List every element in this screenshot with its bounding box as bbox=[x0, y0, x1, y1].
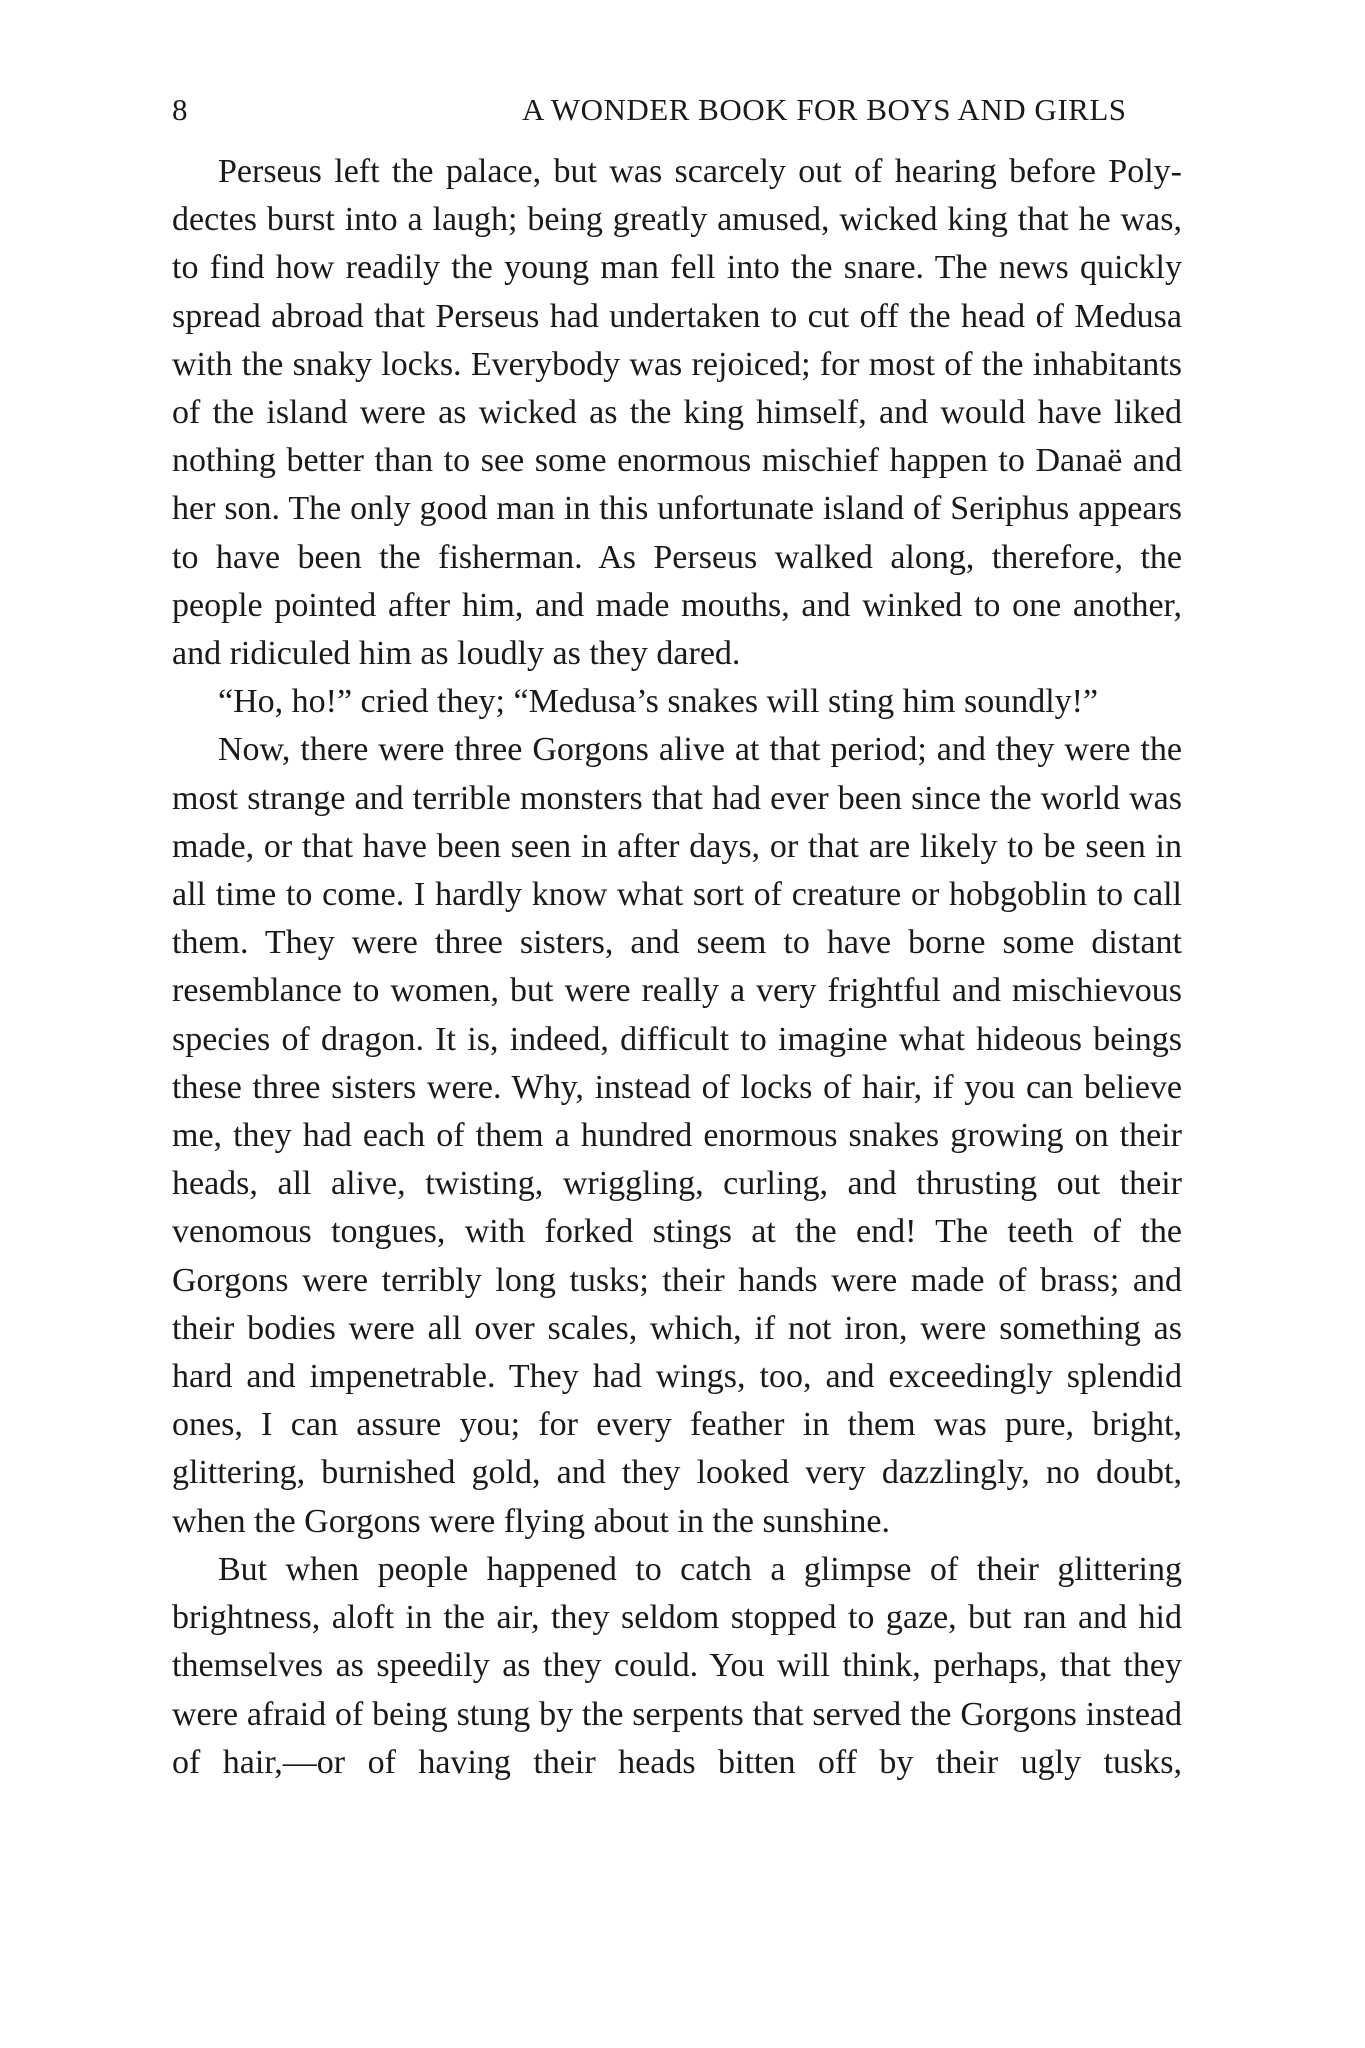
book-page bbox=[172, 92, 1182, 1972]
running-header bbox=[172, 92, 1182, 148]
body-text bbox=[172, 148, 1182, 1787]
paragraph-2: “Ho, ho!” cried they; “Medusa’s snakes will sting him soundly!” bbox=[218, 683, 1099, 721]
paragraph-1: Perseus left the palace, but was scarcely out of hearing before Polydectes burst into a laugh; being greatly amused, wicked king that he was, to find how readily the young man fell into the snare. The news quickly spread abroad that Perseus had undertaken to cut off the head of Medusa with the snaky locks. Everybody was rejoiced; for most of the inhabitants of the island were as wicked as the king himself, and would have liked nothing better than to see some enormous mischief happen to Danaë and her son. The only good man in this unfortunate island of Seriphus appears to have been the fisherman. As Perseus walked along, therefore, the people pointed after him, and made mouths, and winked to one another, and ridiculed him as loudly as they dared. bbox=[172, 153, 1182, 673]
running-title: A WONDER BOOK FOR BOYS AND GIRLS bbox=[522, 92, 1127, 127]
paragraph-3: Now, there were three Gorgons alive at that period; and they were the most strange and terrible monsters that had ever been since the world was made, or that have been seen in after days, or that are likely to be seen in all time to come. I hardly know what sort of creature or hobgoblin to call them. They were three sisters, and seem to have borne some distant resemblance to women, but were really a very frightful and mischievous species of dragon. It is, indeed, difficult to imagine what hideous beings these three sisters were. Why, instead of locks of hair, if you can believe me, they had each of them a hundred enormous snakes growing on their heads, all alive, twisting, wriggling, curling, and thrusting out their venomous tongues, with forked stings at the end! The teeth of the Gorgons were terribly long tusks; their hands were made of brass; and their bodies were all over scales, which, if not iron, were something as hard and impenetrable. They had wings, too, and exceedingly splendid ones, I can assure you; for every feather in them was pure, bright, glittering, burnished gold, and they looked very dazzlingly, no doubt, when the Gorgons were flying about in the sunshine. bbox=[172, 731, 1182, 1540]
paragraph-4: But when people happened to catch a glimpse of their glittering brightness, aloft in the air, they seldom stopped to gaze, but ran and hid themselves as speedily as they could. You will think, perhaps, that they were afraid of being stung by the serpents that served the Gorgons instead of hair,—or of having their heads bitten off by their ugly tusks, bbox=[172, 1550, 1182, 1781]
page-number: 8 bbox=[172, 92, 188, 127]
